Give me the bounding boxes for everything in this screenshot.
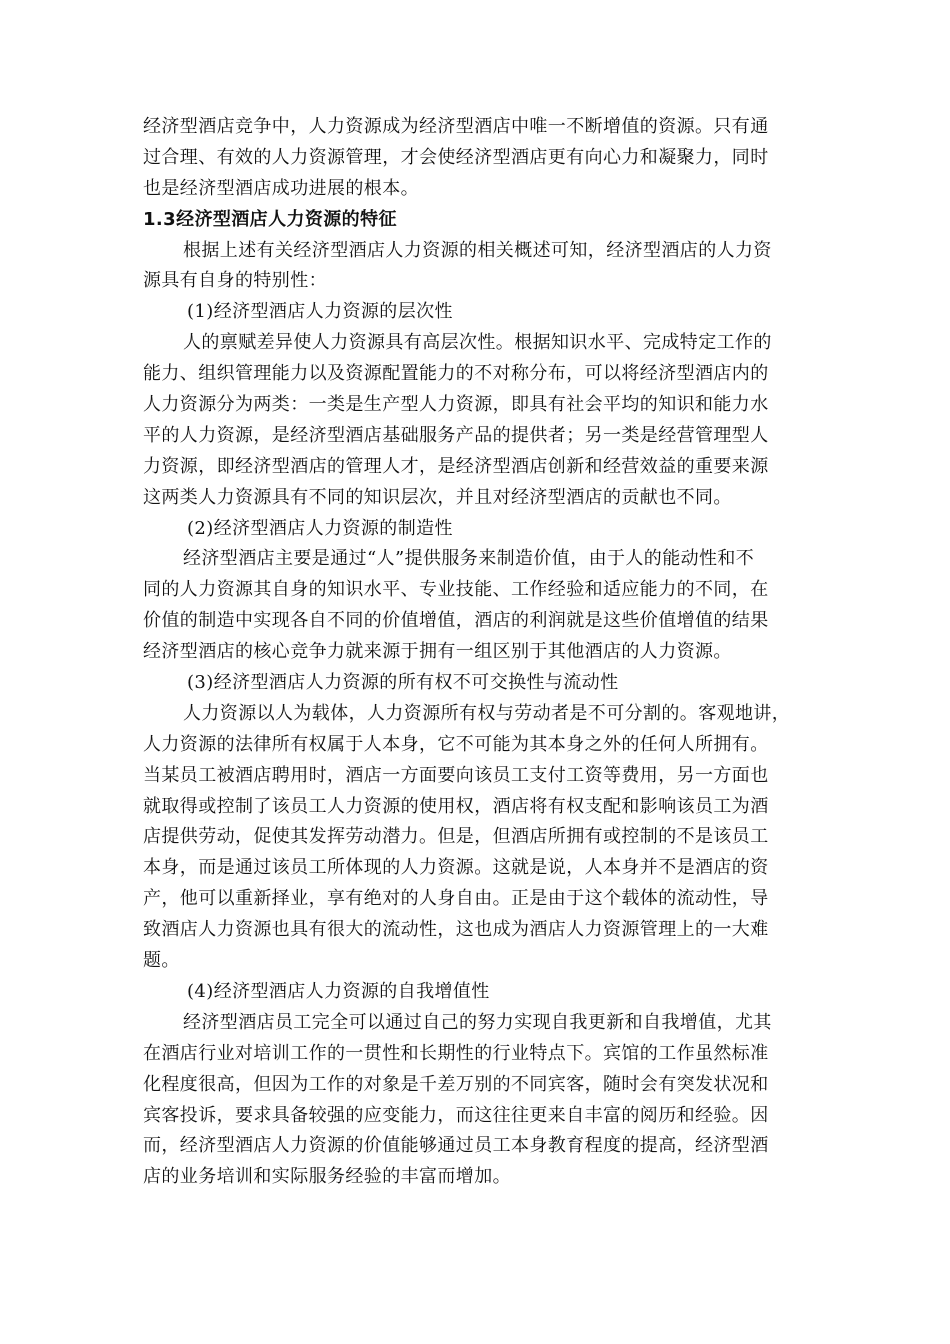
text-line: 就取得或控制了该员工人力资源的使用权，酒店将有权支配和影响该员工为酒	[143, 795, 769, 817]
text-line: 经济型酒店主要是通过“人”提供服务来制造价值，由于人的能动性和不	[183, 548, 755, 570]
text-line: 致酒店人力资源也具有很大的流动性，这也成为酒店人力资源管理上的一大难	[143, 919, 769, 941]
text-line: 经济型酒店竞争中，人力资源成为经济型酒店中唯一不断增值的资源。只有通	[143, 116, 769, 137]
text-line: 题。	[143, 950, 180, 972]
subsection-heading: (3)经济型酒店人力资源的所有权不可交换性与流动性	[187, 672, 619, 694]
subsection-heading: (2)经济型酒店人力资源的制造性	[187, 517, 453, 539]
text-line: 产，他可以重新择业，享有绝对的人身自由。正是由于这个载体的流动性，导	[143, 888, 769, 910]
text-line: 平的人力资源，是经济型酒店基础服务产品的提供者；另一类是经营管理型人	[143, 424, 769, 446]
text-line: 本身，而是通过该员工所体现的人力资源。这就是说，人本身并不是酒店的资	[143, 857, 769, 879]
text-line: 店的业务培训和实际服务经验的丰富而增加。	[143, 1166, 511, 1188]
document-page	[143, 112, 823, 1193]
text-line: 店提供劳动，促使其发挥劳动潜力。但是，但酒店所拥有或控制的不是该员工	[143, 826, 769, 848]
subsection-heading: (1)经济型酒店人力资源的层次性	[187, 301, 453, 323]
text-line: 人力资源的法律所有权属于人本身，它不可能为其本身之外的任何人所拥有。	[143, 733, 769, 755]
text-line: 同的人力资源其自身的知识水平、专业技能、工作经验和适应能力的不同，在	[143, 579, 769, 601]
text-line: 化程度很高，但因为工作的对象是千差万别的不同宾客，随时会有突发状况和	[143, 1073, 769, 1095]
subsection-heading: (4)经济型酒店人力资源的自我增值性	[187, 980, 490, 1002]
text-line: 经济型酒店的核心竞争力就来源于拥有一组区别于其他酒店的人力资源。	[143, 641, 732, 663]
text-line: 在酒店行业对培训工作的一贯性和长期性的行业特点下。宾馆的工作虽然标准	[143, 1042, 769, 1064]
text-line: 能力、组织管理能力以及资源配置能力的不对称分布，可以将经济型酒店内的	[143, 363, 769, 385]
text-line: 宾客投诉，要求具备较强的应变能力，而这往往更来自丰富的阅历和经验。因	[143, 1104, 769, 1126]
text-line: 根据上述有关经济型酒店人力资源的相关概述可知，经济型酒店的人力资	[183, 239, 772, 261]
text-line: 人的禀赋差异使人力资源具有高层次性。根据知识水平、完成特定工作的	[183, 332, 772, 354]
text-line: 人力资源以人为载体，人力资源所有权与劳动者是不可分割的。客观地讲，	[183, 702, 791, 724]
text-line: 力资源，即经济型酒店的管理人才，是经济型酒店创新和经营效益的重要来源	[143, 455, 769, 477]
text-line: 这两类人力资源具有不同的知识层次，并且对经济型酒店的贡献也不同。	[143, 486, 732, 508]
text-line: 当某员工被酒店聘用时，酒店一方面要向该员工支付工资等费用，另一方面也	[143, 764, 769, 786]
text-line: 经济型酒店员工完全可以通过自己的努力实现自我更新和自我增值，尤其	[183, 1011, 772, 1033]
text-line: 价值的制造中实现各自不同的价值增值，酒店的利润就是这些价值增值的结果	[143, 610, 769, 632]
section-heading: 1.3经济型酒店人力资源的特征	[143, 208, 397, 230]
text-line: 人力资源分为两类：一类是生产型人力资源，即具有社会平均的知识和能力水	[143, 394, 769, 416]
text-line: 也是经济型酒店成功进展的根本。	[143, 177, 419, 199]
text-line: 而，经济型酒店人力资源的价值能够通过员工本身教育程度的提高，经济型酒	[143, 1135, 769, 1157]
text-line: 源具有自身的特别性：	[143, 270, 327, 292]
text-line: 过合理、有效的人力资源管理，才会使经济型酒店更有向心力和凝聚力，同时	[143, 146, 769, 168]
